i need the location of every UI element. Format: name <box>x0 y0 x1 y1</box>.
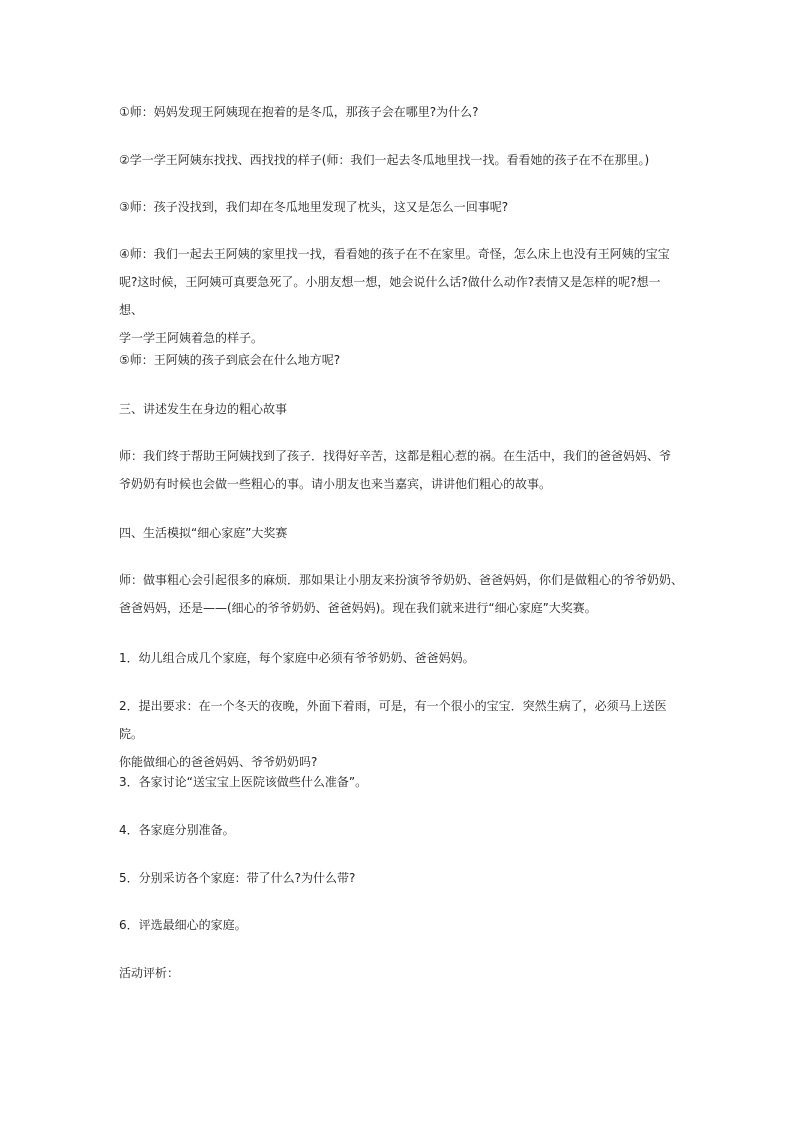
heading-text: 活动评析： <box>119 966 180 980</box>
list-item-2 <box>119 692 684 776</box>
paragraph-step-1 <box>119 98 684 126</box>
text-line: ④师：我们一起去王阿姨的家里找一找，看看她的孩子在不在家里。奇怪，怎么床上也没有王阿姨的宝宝 <box>119 247 670 261</box>
text-line: 师：做事粗心会引起很多的麻烦．那如果让小朋友来扮演爷爷奶奶、爸爸妈妈，你们是做粗心的爷爷奶奶、 <box>119 573 684 587</box>
text-line: 呢?这时候，王阿姨可真要急死了。小朋友想一想，她会说什么话?做什么动作?表情又是怎样的呢?想一想、 <box>119 275 661 317</box>
text-line: 6．评选最细心的家庭。 <box>119 918 247 932</box>
text-line: 5．分别采访各个家庭：带了什么?为什么带? <box>119 871 356 885</box>
paragraph-step-5 <box>119 346 684 374</box>
list-item-4 <box>119 816 684 844</box>
paragraph-step-3 <box>119 193 684 221</box>
text-line: 4．各家庭分别准备。 <box>119 823 235 837</box>
text-line: 学一学王阿姨着急的样子。 <box>119 331 264 345</box>
text-line: ③师：孩子没找到，我们却在冬瓜地里发现了枕头，这又是怎么一回事呢? <box>119 200 509 214</box>
text-line: ①师：妈妈发现王阿姨现在抱着的是冬瓜，那孩子会在哪里?为什么? <box>119 105 479 119</box>
text-line: 3．各家讨论“送宝宝上医院该做些什么准备”。 <box>119 775 368 789</box>
paragraph-step-4 <box>119 240 684 352</box>
text-line: ⑤师：王阿姨的孩子到底会在什么地方呢? <box>119 353 341 367</box>
text-line: 你能做细心的爸爸妈妈、爷爷奶奶吗? <box>119 755 318 769</box>
text-line: 2．提出要求：在一个冬天的夜晚，外面下着雨，可是，有一个很小的宝宝．突然生病了，必须马上送医院。 <box>119 699 667 741</box>
section-heading-4 <box>119 519 684 547</box>
text-line: 1．幼儿组合成几个家庭，每个家庭中必须有爷爷奶奶、爸爸妈妈。 <box>119 651 475 665</box>
activity-review-label <box>119 959 684 987</box>
text-line: 爸爸妈妈，还是——(细心的爷爷奶奶、爸爸妈妈)。现在我们就来进行“细心家庭”大奖赛。 <box>119 601 597 615</box>
text-line: 爷奶奶有时候也会做一些粗心的事。请小朋友也来当嘉宾，讲讲他们粗心的故事。 <box>119 477 552 491</box>
text-line: 师：我们终于帮助王阿姨找到了孩子．找得好辛苦，这都是粗心惹的祸。在生活中，我们的爸爸妈妈、爷 <box>119 449 672 463</box>
heading-text: 四、生活模拟“细心家庭”大奖赛 <box>119 526 288 540</box>
paragraph-game-intro <box>119 566 684 622</box>
list-item-6 <box>119 911 684 939</box>
list-item-3 <box>119 768 684 796</box>
text-line: ②学一学王阿姨东找找、西找找的样子(师：我们一起去冬瓜地里找一找。看看她的孩子在不在那里。) <box>119 153 650 167</box>
paragraph-step-2 <box>119 146 684 174</box>
list-item-5 <box>119 864 684 892</box>
heading-text: 三、讲述发生在身边的粗心故事 <box>119 402 288 416</box>
list-item-1 <box>119 644 684 672</box>
section-heading-3 <box>119 395 684 423</box>
paragraph-careless-story <box>119 442 684 498</box>
